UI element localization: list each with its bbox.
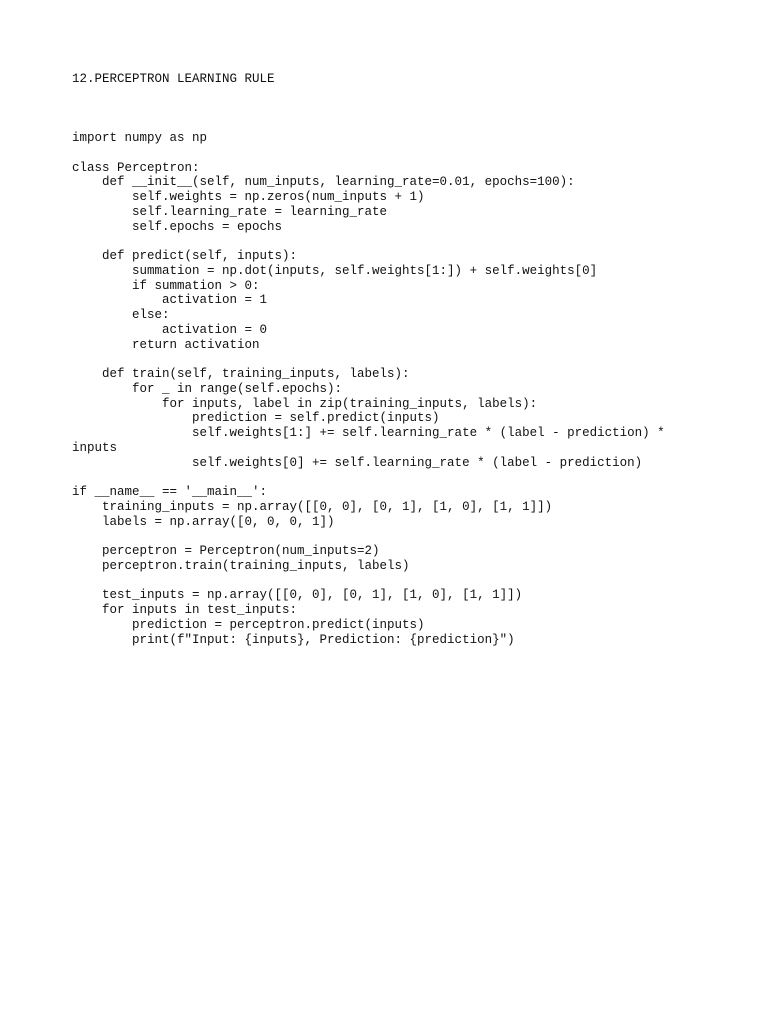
- code-line: for inputs, label in zip(training_inputs, labels):: [72, 396, 538, 411]
- code-line: self.learning_rate = learning_rate: [72, 204, 388, 219]
- code-line: for _ in range(self.epochs):: [72, 381, 343, 396]
- code-line: [72, 234, 665, 249]
- code-line: def predict(self, inputs):: [72, 249, 298, 263]
- code-line: test_inputs = np.array([[0, 0], [0, 1], [1, 0], [1, 1]]): [72, 588, 523, 603]
- code-line: training_inputs = np.array([[0, 0], [0, 1], [1, 0], [1, 1]]): [72, 499, 553, 514]
- code-line: import numpy as np: [72, 131, 208, 145]
- code-line: [72, 352, 665, 367]
- document-title: 12.PERCEPTRON LEARNING RULE: [72, 72, 275, 86]
- code-line: self.epochs = epochs: [72, 219, 283, 234]
- code-line: prediction = self.predict(inputs): [72, 411, 440, 426]
- code-line: class Perceptron:: [72, 160, 200, 175]
- code-line: summation = np.dot(inputs, self.weights[1:]) + self.weights[0]: [72, 263, 598, 278]
- code-line: if __name__ == '__main__':: [72, 485, 268, 499]
- code-line: print(f"Input: {inputs}, Prediction: {prediction}"): [72, 632, 515, 647]
- code-line: return activation: [72, 337, 260, 352]
- code-line: self.weights[1:] += self.learning_rate * (label - prediction) *: [72, 426, 665, 440]
- code-line: activation = 0: [72, 322, 268, 337]
- code-line: def train(self, training_inputs, labels):: [72, 367, 410, 381]
- code-line: else:: [72, 308, 170, 322]
- code-line: def __init__(self, num_inputs, learning_rate=0.01, epochs=100):: [72, 175, 575, 190]
- code-line: perceptron.train(training_inputs, labels): [72, 558, 410, 573]
- code-line: for inputs in test_inputs:: [72, 603, 298, 617]
- code-line: self.weights[0] += self.learning_rate * (label - prediction): [72, 455, 643, 470]
- code-line: if summation > 0:: [72, 278, 260, 293]
- code-line: [72, 470, 665, 485]
- code-line: [72, 529, 665, 544]
- code-line: self.weights = np.zeros(num_inputs + 1): [72, 190, 425, 204]
- code-line: perceptron = Perceptron(num_inputs=2): [72, 544, 380, 558]
- code-line: prediction = perceptron.predict(inputs): [72, 617, 425, 632]
- code-block: [72, 131, 665, 647]
- code-line: [72, 574, 665, 589]
- code-line: inputs: [72, 440, 118, 455]
- code-line: activation = 1: [72, 293, 268, 308]
- code-line: labels = np.array([0, 0, 0, 1]): [72, 514, 335, 529]
- code-line: [72, 146, 665, 161]
